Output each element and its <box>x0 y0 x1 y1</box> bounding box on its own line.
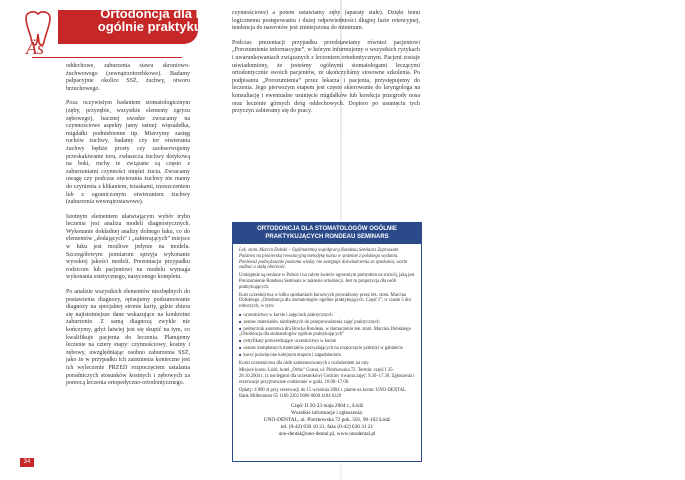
text-column-1 <box>66 63 190 395</box>
box-paragraph: Opłaty: 4 000 zł przy rezerwacji do 15 września 2004 r. płatne na konto: UNO-DENTAL Bank Millennium 65 1160 2202 0000 0000 4184 6329 <box>239 387 406 399</box>
page-number: 34 <box>20 458 34 467</box>
box-heading <box>233 223 421 244</box>
box-paragraph: Miejsce kursu: Łódź, hotel „Orbis” Grand, ul. Piotrkowska 72. Termin: część I 25-28.10.2004 r. (z noclegami dla uczestników) Godziny trwania zajęć: 9.30–17.30. Zgłoszenia i rezerwacje przyjmowane codziennie w godz. 10.00–17.00. <box>239 368 415 385</box>
list-item: ■ zestaw materiałów niezbędnych do przeprowadzenia zajęć praktycznych <box>239 319 415 326</box>
list-item: ■ podręcznik autorstwa dra Brocka Rondeau, w tłumaczeniu lek. stom. Marcina Dobskiego „Ortodoncja dla stomatologów ogólnie praktykujących” <box>239 326 415 339</box>
paragraph: Istotnym elementem ułatwiającym wybór trybu leczenia jest analiza modeli diagnostycznych. Wykonanie dokładnej analizy dolnego łuku, co do elementów „dodających” i „zabierających” miejsce w łuku jest możliwe jedynie na modelu. Szczegółowym pomiarom sprzyja wykonanie wysokiej jakości modeli. Prezentacja przypadku rodzicom lub pacjentowi na modelu wymaga wykonania estetycznego, nasyconego kompletu. <box>66 213 190 281</box>
paragraph: Po analizie wszystkich elementów niezbędnych do postawienia diagnozy, opisujemy podsumowanie diagnozy na specjalnej stronie karty, gdzie zbiera się najistotniejsze dane wskazujące na konkretne zaburzenie. Z samą diagnozą zwykle nie kończymy, gdyż łatwiej jest się skupić na tym, co kwalifikuje pacjenta do leczenia. Planujemy leczenie na cztery etapy: czynnościowy, kostny i zębowy, uwzględniając osobno zaburzenia SSŻ, jako że w przypadku ich zaistnienia konieczne jest ich wyleczenie PRZED rozpoczęciem ustalania poradniczych stosunków kostnych i zębowych za pomocą leczenia ortopedyczno-ortodontycznego. <box>66 289 190 387</box>
box-paragraph: Kurs uczestnictwa w kilku spotkaniach kursowych prowadzony przez lek. stom. Marcina Dobskiego „Ortodoncja dla stomatologów ogólnie praktykujących. Część I”, w czasie 5 dni roboczych, w tym: <box>239 292 411 310</box>
list-item: ■ certyfikaty potwierdzające uczestnictwo w kursie <box>239 338 415 345</box>
text-column-3 <box>232 10 420 123</box>
footer-line: tel. (0-42) 630 10 21, faks (0-42) 630 31 21 <box>280 424 374 431</box>
header-divider <box>32 57 182 58</box>
svg-text:Äs: Äs <box>26 38 44 56</box>
footer-line: uno-dental@uno-dental.pl, www.unodental.pl <box>278 431 376 438</box>
box-paragraph: Koszt uczestnictwa dla osób zainteresowanych z rozłożeniem na raty. <box>239 360 370 366</box>
title-line-1: Ortodoncja dla lekarzy <box>100 6 240 21</box>
footer-line: UNO-DENTAL, ul. Piotrkowska 72 pok. 501, 90-102 Łódź <box>263 417 391 424</box>
box-list <box>239 312 415 359</box>
paragraph: Poza oczywistym badaniem stomatologicznym (zęby, przyzębie, wszystkie elementy zgryzu zębowego), bacznej uwadze zwracamy na czynnościowe aspekty jamy ustnej: więzadełka, migdałki podniebienne itp. Mierzymy zasięg ruchów żuchwy, badamy czy tor otwierania żuchwy będzie prosty czy zaobserwujemy przeskakiwanie toru, zwłaszcza żuchwy dotykową na boki, ruchy te związane są często z zaburzeniami czynności mięśni żucia. Zwracamy uwagę czy podczas otwierania żuchwy nie mamy do czynienia z klikaniem, trzaskami, trzeszczeniem lub z ograniczonym otwieraniem żuchwy (zaburzenia wewnątrzstawowe). <box>66 100 190 206</box>
paragraph: oddechowe, zaburzenia stawu skroniowo-żuchwowego (zewnątrzotorebkowe). Badamy palpacyjnie okolice SSŻ, żuchwy, otworu brzuchowego. <box>66 63 190 92</box>
list-item: ■ zestaw kompletnych materiałów pozwalających na rozpoczęcie praktyki w gabinecie <box>239 345 415 352</box>
list-item: ■ uczestnictwo w kursie i zajęciach praktycznych <box>239 312 415 319</box>
seminar-info-box <box>232 222 422 462</box>
footer-line: Wszelkie informacje i zgłoszenia: <box>291 410 363 417</box>
box-heading-line-1: ORTODONCJA DLA STOMATOLOGÓW OGÓLNIE <box>257 226 397 232</box>
paragraph: Podczas prezentacji przypadku przedstawiamy również pacjentowi „Porozumienie informacyjne”, w którym informujemy o wszystkich ryzykach i uwarunkowaniach związanych z leczeniem ortodontycznym. Pacjent zostaje uświadomiony, że jesteśmy ogólnymi stomatologami leczącymi ortodontycznie swoich pacjentów, ze ukończyliśmy stosowne szkolenia. Po podpisaniu „Porozumienia” przez lekarza i pacjenta, przystępujemy do leczenia. Jego pierwszym etapem jest często skierowanie do laryngologa na konsultację i ewentualne usunięcie migdałków lub korekcja przegrody nosa oraz leczenie górnych dróg oddechowych. Dopiero po usunięciu tych przyczyn zabieramy się do pracy. <box>232 39 420 115</box>
footer-line: Część II 20-23 maja 2004 r., Łódź <box>290 403 364 410</box>
box-heading-line-2: PRAKTYKUJĄCYCH RONDEAU SEMINARS <box>265 233 389 240</box>
box-paragraph: Umiejętnie są cenione w Polsce i na całym świecie ogromnym pomysłem na rozwój, jaką jest Porozumienie Rondeau Seminars w zakresie ortodoncji. Jest to propozycja dla osób praktykujących. <box>239 273 415 290</box>
list-item: ■ kursy poświęcone kolejnym etapom i zagadnieniom <box>239 352 415 359</box>
box-intro: Lek. stom. Marcin Dobski – Ogólnoletnią współpracą Rondeau Seminars Zapraszam Państwa na pionierską rewolucyjną metodykę kursu w systemie z polskiego wydania. Ponieważ podwyższanie poziomu wiedzy nie zastępuje doświadczenia ze spotkania, warto zadbać o stałą obecność. <box>239 248 408 271</box>
title-line-2: ogólnie praktykujących <box>97 19 243 34</box>
box-body <box>233 244 421 438</box>
paragraph: czynnościowe) a potem ustawiamy zęby (aparaty stałe). Dzięki temu logicznemu postępowaniu i dużej odpowiedniości dlugiej fazie retencyjnej, tendencja do nawrotów jest zmniejszona do minimum. <box>232 10 420 32</box>
box-contact-footer <box>239 403 415 438</box>
